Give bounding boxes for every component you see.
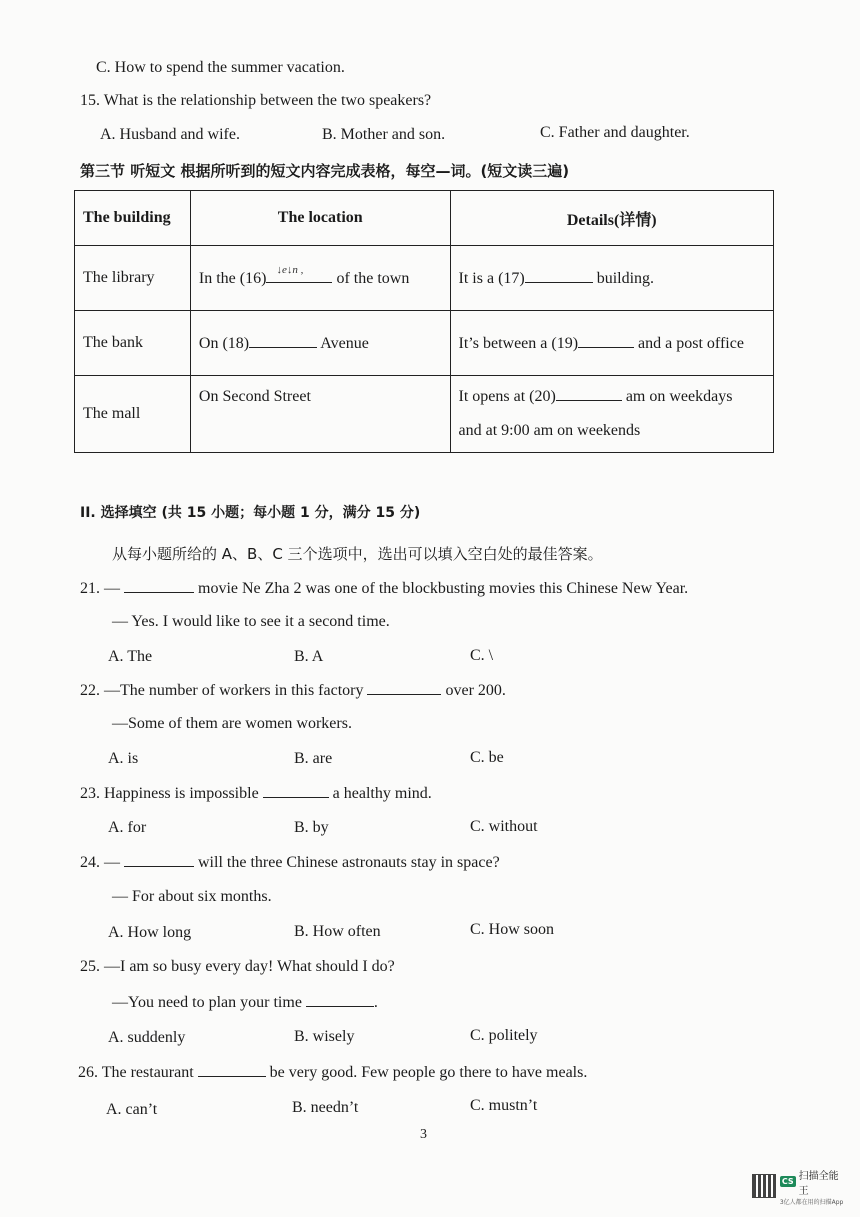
blank-18[interactable] [249,333,317,348]
q21-option-c: C. \ [470,647,494,664]
q22-blank[interactable] [367,680,441,695]
scanner-logo: CS [781,1177,794,1186]
loc-suffix: Avenue [320,335,369,352]
q21-reply: — Yes. I would like to see it a second time. [112,613,390,630]
q22-option-b: B. are [294,750,333,767]
stem-text: . [373,994,378,1011]
q24-reply: — For about six months. [112,888,272,905]
q21-blank[interactable] [124,578,194,593]
q22-stem [80,680,506,701]
q25-option-c: C. politely [470,1027,538,1044]
q22-option-a: A. is [108,750,139,767]
q21-option-b: B. A [294,648,324,665]
q23-option-c: C. without [470,818,538,835]
q24-option-b: B. How often [294,923,381,940]
row-building: The bank [75,311,191,376]
row-building: The mall [75,376,191,453]
stem-text: — [104,854,124,871]
q26-option-c: C. mustn’t [470,1097,538,1114]
question-number: 23. [80,785,100,802]
q24-option-a: A. How long [108,924,192,941]
question-number: 21. [80,580,100,597]
det-suffix: and a post office [638,335,744,352]
section3-title: 第三节 听短文 根据所听到的短文内容完成表格，每空—词。(短文读三遍) [80,162,570,180]
stem-text: —The number of workers in this factory [104,682,368,699]
q23-option-a: A. for [108,819,147,836]
row-building: The library [75,246,191,311]
q24-blank[interactable] [124,852,194,867]
loc-prefix: On (18) [198,335,250,352]
blank-19[interactable] [578,333,634,348]
stem-text: be very good. Few people go there to have meals. [265,1064,588,1081]
q25-stem [80,957,395,977]
stem-text: Happiness is impossible [104,785,263,802]
loc-suffix: of the town [336,270,410,287]
row-details [450,376,773,453]
q24-stem [80,852,500,873]
table-row [75,376,774,453]
det-suffix: building. [596,270,655,287]
table-row [75,311,774,376]
q26-blank[interactable] [198,1062,266,1077]
q22-reply: —Some of them are women workers. [112,715,352,732]
badge-text [780,1167,848,1206]
stem-text: The restaurant [101,1064,198,1081]
blank-16[interactable] [266,264,332,283]
handwritten-answer: ↓e↓n , [276,264,304,276]
stem-text: over 200. [441,682,506,699]
q24-option-c: C. How soon [470,921,555,938]
question-number: 25. [80,958,100,975]
header-building: The building [75,191,191,246]
part2-instruction: 从每小题所给的 A、B、C 三个选项中，选出可以填入空白处的最佳答案。 [112,545,603,563]
row-details [450,311,773,376]
stem-text: movie Ne Zha 2 was one of the blockbusting movies this Chinese New Year. [194,580,689,597]
q23-stem [80,783,432,804]
qr-code-icon [752,1174,776,1198]
header-details: Details(详情) [450,191,773,246]
q25-option-b: B. wisely [294,1028,355,1045]
table-header-row [75,191,774,246]
q25-option-a: A. suddenly [108,1029,186,1046]
q14-option-c: C. How to spend the summer vacation. [96,59,345,76]
det-suffix: am on weekdays [625,388,733,405]
q22-option-c: C. be [470,749,504,766]
loc-prefix: In the (16) [198,270,267,287]
row-location: On Second Street [190,376,450,453]
q15-option-c: C. Father and daughter. [540,124,690,141]
det-prefix: It is a (17) [458,270,525,287]
q15-stem: 15. What is the relationship between the two speakers? [80,92,432,109]
stem-text: a healthy mind. [328,785,432,802]
q21-stem [80,578,688,599]
q23-blank[interactable] [263,783,329,798]
part2-title: II. 选择填空 (共 15 小题；每小题 1 分，满分 15 分) [80,505,421,521]
scanner-subtitle: 3亿人都在用的扫描App [779,1198,844,1206]
header-location: The location [190,191,450,246]
det-prefix: It opens at (20) [458,388,556,405]
question-number: 26. [78,1064,98,1081]
stem-text: —You need to plan your time [112,994,306,1011]
blank-20[interactable] [556,386,622,401]
table-row [75,246,774,311]
q26-option-a: A. can’t [106,1101,158,1118]
q25-reply [112,992,378,1013]
badge-top [780,1167,848,1197]
row-location [190,246,450,311]
page-number: 3 [420,1127,427,1142]
q15-option-a: A. Husband and wife. [100,126,240,143]
info-table [74,190,774,453]
q25-blank[interactable] [306,992,374,1007]
q26-option-b: B. needn’t [292,1099,359,1116]
stem-text: —I am so busy every day! What should I do? [104,958,395,975]
stem-text: will the three Chinese astronauts stay in space? [194,854,500,871]
question-number: 22. [80,682,100,699]
stem-text: — [104,580,124,597]
scanner-badge [752,1170,848,1206]
det-line2: and at 9:00 am on weekends [458,422,641,439]
scanner-name: 扫描全能王 [798,1170,839,1197]
q15-option-b: B. Mother and son. [322,126,446,143]
q26-stem [78,1062,587,1083]
row-details [450,246,773,311]
row-location [190,311,450,376]
q23-option-b: B. by [294,819,329,836]
blank-17[interactable] [525,268,593,283]
question-number: 24. [80,854,100,871]
q21-option-a: A. The [108,648,153,665]
det-prefix: It’s between a (19) [458,335,579,352]
